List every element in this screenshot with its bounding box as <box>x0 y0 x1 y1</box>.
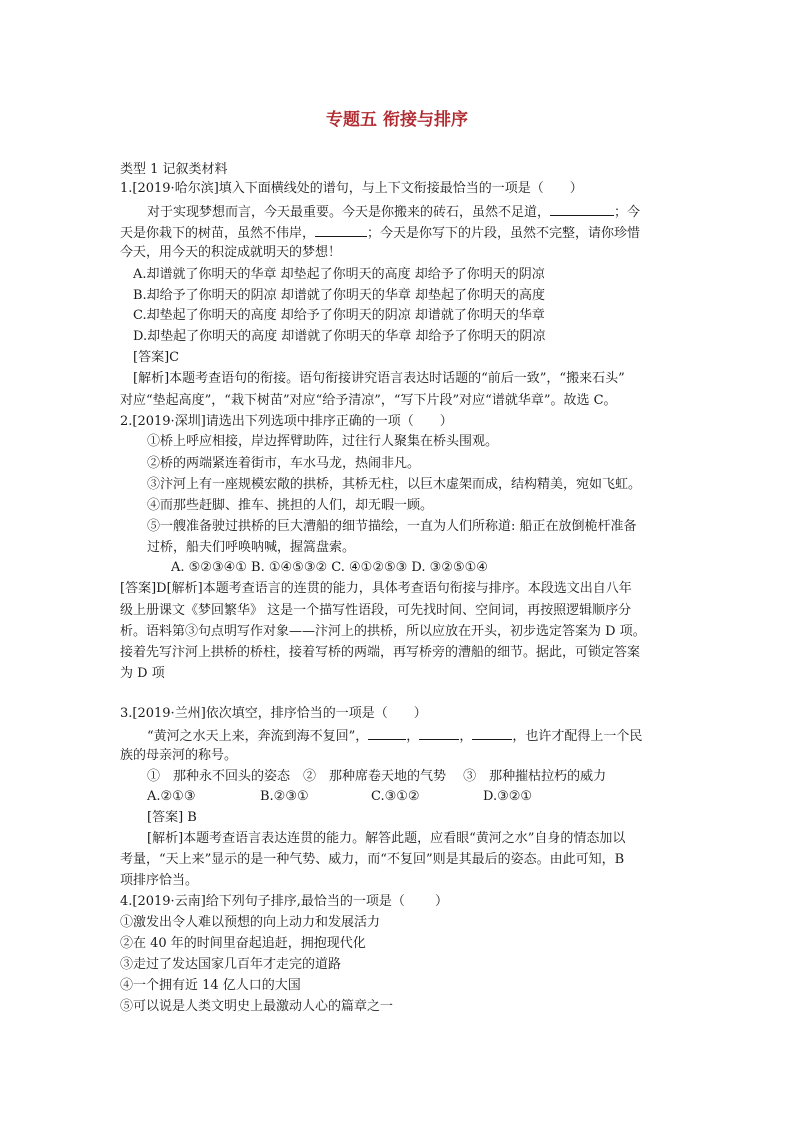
q2-sentence-1: ①桥上呼应相接，岸边挥臂助阵，过往行人聚集在桥头围观。 <box>147 434 499 449</box>
q1-explanation-1: [解析]本题考查语句的衔接。语句衔接讲究语言表达时话题的“前后一致”，“搬来石头” <box>133 371 625 386</box>
q2-answer-4: 接着先写汴河上拱桥的桥柱，接着写桥的两端，再写桥旁的漕船的细节。据此，可锁定答案 <box>120 645 641 660</box>
q1-passage-line3: 今天，用今天的积淀成就明天的梦想！ <box>120 245 342 260</box>
section-heading: 类型 1 记叙类材料 <box>120 162 228 177</box>
q2-sentence-5a: ⑤一艘准备驶过拱桥的巨大漕船的细节描绘，一直为人们所称道: 船正在放倒桅杆准备 <box>147 519 637 534</box>
q3-option-c: C.③①② <box>371 789 420 804</box>
q3-explanation-1: [解析]本题考查语言表达连贯的能力。解答此题，应看眼“黄河之水”自身的情态加以 <box>147 831 626 846</box>
q3-stem: 3.[2019·兰州]依次填空，排序恰当的一项是（ ） <box>120 706 427 721</box>
q2-answer-1: [答案]D[解析]本题考查语言的连贯的能力，具体考查语句衔接与排序。本段选文出自八年 <box>120 581 632 596</box>
q1-passage-text: ；今天是你写下的片段，虽然不完整，请你珍惜 <box>367 226 641 241</box>
q1-option-b: B.却给予了你明天的阴凉 却谱就了你明天的华章 却垫起了你明天的高度 <box>133 288 545 303</box>
q3-passage-text: ，也许才配得上一个民 <box>512 729 643 744</box>
q3-explanation-2: 考量，“天上来”显示的是一种气势、威力，而“不复回”则是其最后的姿态。由此可知，B <box>120 852 625 867</box>
q2-sentence-2: ②桥的两端紧连着街市，车水马龙，热闹非凡。 <box>147 456 421 471</box>
q2-sentence-5b: 过桥，船夫们呼唤呐喊，握篙盘索。 <box>147 540 356 555</box>
q2-sentence-3: ③汴河上有一座规模宏敞的拱桥，其桥无柱，以巨木虚架而成，结构精美，宛如飞虹。 <box>147 477 642 492</box>
q3-passage-line2: 族的母亲河的称号。 <box>120 748 238 763</box>
q1-passage-text: 对于实现梦想而言，今天最重要。今天是你搬来的砖石，虽然不足道， <box>147 205 551 220</box>
q1-option-a: A.却谱就了你明天的华章 却垫起了你明天的高度 却给予了你明天的阴凉 <box>133 267 545 282</box>
q3-blank-3 <box>472 726 512 740</box>
q3-passage-line1: “黄河之水天上来，奔流到海不复回”， ， ， ，也许才配得上一个民 <box>147 726 642 746</box>
q1-passage-line2 <box>120 223 640 243</box>
q3-option-d: D.③②① <box>483 789 533 804</box>
q4-stem: 4.[2019·云南]给下列句子排序,最恰当的一项是（ ） <box>120 894 449 909</box>
q1-passage-text: ；今 <box>614 205 641 220</box>
q2-answer-2: 级上册课文《梦回繁华》 这是一个描写性语段，可先找时间、空间词，再按照逻辑顺序分 <box>120 603 632 618</box>
page-title: 专题五 衔接与排序 <box>326 110 468 130</box>
q2-stem: 2.[2019·深圳]请选出下列选项中排序正确的一项（ ） <box>120 414 453 429</box>
q2-options: A. ⑤②③④① B. ①④⑤③② C. ④①②⑤③ D. ③②⑤①④ <box>171 560 488 575</box>
q3-option-b: B.②③① <box>260 789 309 804</box>
q3-answer: [答案] B <box>147 810 197 825</box>
q2-answer-5: 为 D 项 <box>120 666 165 681</box>
q3-option-a: A.②①③ <box>147 789 196 804</box>
q3-items: ① 那种永不回头的姿态 ② 那种席卷天地的气势 ③ 那种摧枯拉朽的威力 <box>147 769 607 784</box>
q1-stem: 1.[2019·哈尔滨]填入下面横线处的谱句，与上下文衔接最恰当的一项是（ ） <box>120 181 583 196</box>
q1-blank-2 <box>315 223 367 237</box>
q4-sentence-3: ③走过了发达国家几百年才走完的道路 <box>120 957 342 972</box>
q3-blank-2 <box>419 726 459 740</box>
q4-sentence-5: ⑤可以说是人类文明史上最激动人心的篇章之一 <box>120 999 394 1014</box>
q4-sentence-4: ④一个拥有近 14 亿人口的大国 <box>120 978 301 993</box>
q1-option-c: C.却垫起了你明天的高度 却给予了你明天的阴凉 却谱就了你明天的华章 <box>133 308 545 323</box>
q1-passage-line1 <box>147 202 640 222</box>
q3-blank-1 <box>368 726 406 740</box>
q2-sentence-4: ④而那些赶脚、推车、挑担的人们，却无暇一顾。 <box>147 498 434 513</box>
q1-answer: [答案]C <box>133 350 180 365</box>
q3-explanation-3: 项排序恰当。 <box>120 873 199 888</box>
q1-option-d: D.却垫起了你明天的高度 却谱就了你明天的华章 却给予了你明天的阴凉 <box>133 329 546 344</box>
q1-blank-1 <box>550 202 614 216</box>
q3-passage-text: “黄河之水天上来，奔流到海不复回”， <box>147 729 369 744</box>
q1-passage-text: 天是你栽下的树苗，虽然不伟岸， <box>120 226 316 241</box>
q1-explanation-2: 对应“垫起高度”，“栽下树苗”对应“给予清凉”，“写下片段”对应“谱就华章”。故选 C。 <box>120 393 617 408</box>
q2-answer-3: 析。语料第③句点明写作对象——汴河上的拱桥，所以应放在开头，初步选定答案为 D 项。 <box>120 624 646 639</box>
q4-sentence-2: ②在 40 年的时间里奋起追赶，拥抱现代化 <box>120 936 366 951</box>
q4-sentence-1: ①激发出令人难以预想的向上动力和发展活力 <box>120 915 381 930</box>
